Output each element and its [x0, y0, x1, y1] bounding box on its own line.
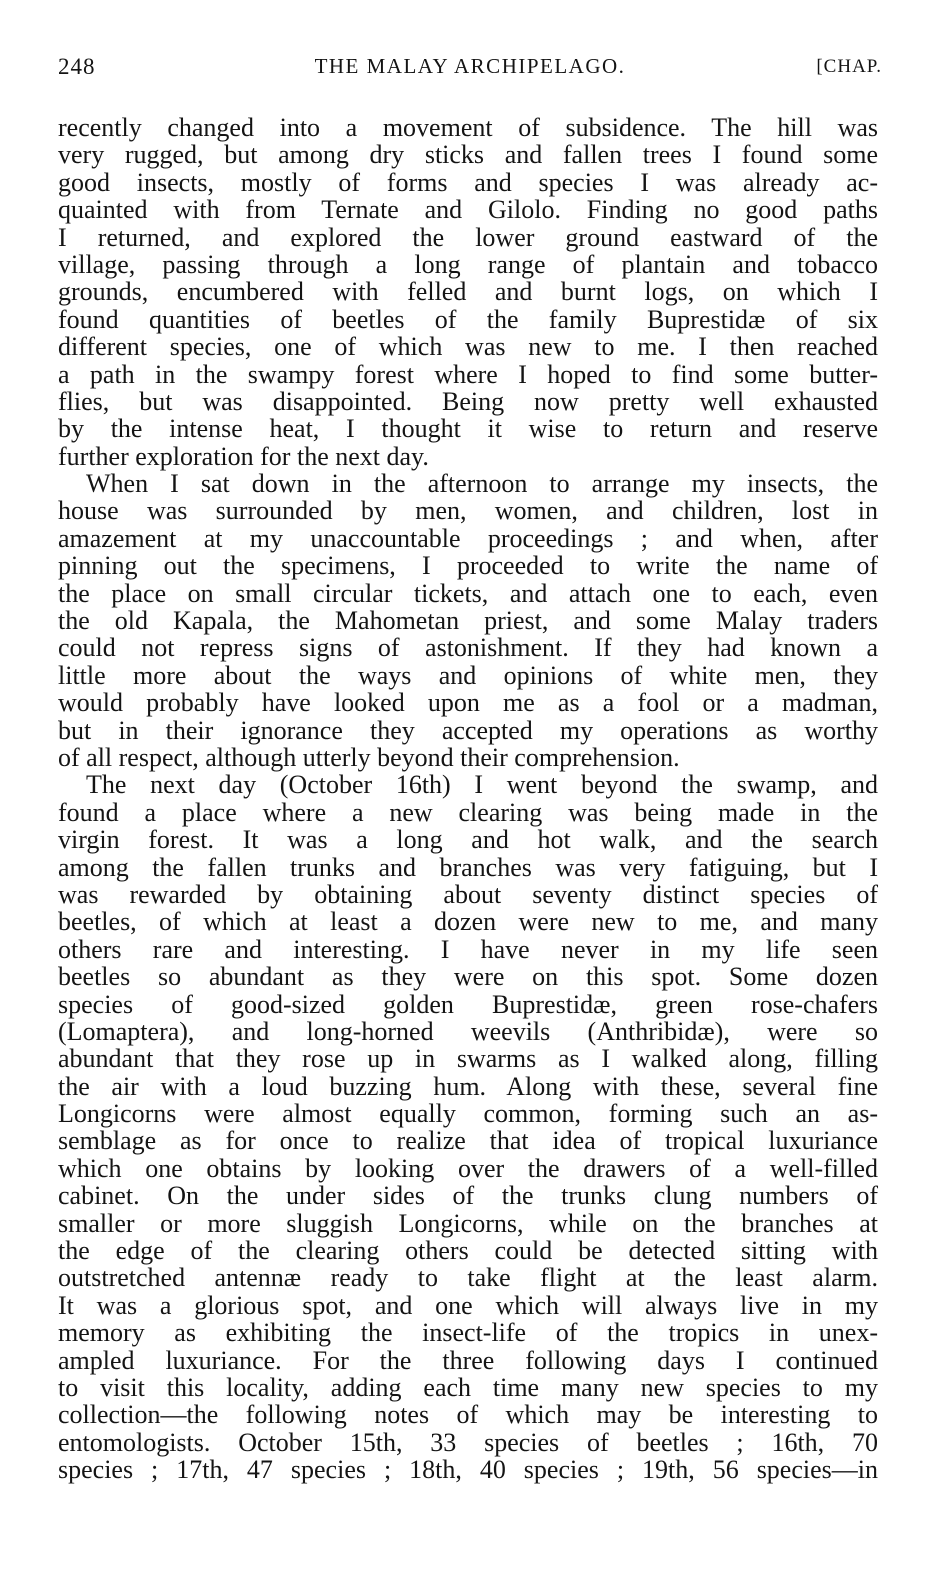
text-line: but in their ignorance they accepted my operations as worthy: [58, 715, 878, 745]
text-line: outstretched antennæ ready to take flight at the least alarm.: [58, 1263, 878, 1293]
text-line: I returned, and explored the lower ground eastward of the: [58, 222, 878, 252]
text-line: was rewarded by obtaining about seventy distinct species of: [58, 879, 878, 909]
text-line: by the intense heat, I thought it wise to return and reserve: [58, 414, 878, 444]
text-line: among the fallen trunks and branches was very fatiguing, but I: [58, 852, 878, 882]
text-line: (Lomaptera), and long-horned weevils (Anthribidæ), were so: [58, 1016, 878, 1046]
text-line: beetles so abundant as they were on this spot. Some dozen: [58, 962, 878, 992]
chapter-label: [CHAP.: [816, 56, 882, 77]
page-number: 248: [58, 54, 96, 79]
paragraph-start-line: When I sat down in the afternoon to arrange my insects, the: [86, 469, 878, 499]
text-line: the place on small circular tickets, and attach one to each, even: [58, 578, 878, 608]
text-line: entomologists. October 15th, 33 species of beetles ; 16th, 70: [58, 1427, 878, 1457]
text-line: flies, but was disappointed. Being now pretty well exhausted: [58, 386, 878, 416]
text-line: collection—the following notes of which may be interesting to: [58, 1400, 878, 1430]
text-line: memory as exhibiting the insect-life of the tropics in unex-: [58, 1318, 878, 1348]
text-line: the air with a loud buzzing hum. Along with these, several fine: [58, 1071, 878, 1101]
text-line: house was surrounded by men, women, and children, lost in: [58, 496, 878, 526]
text-line: very rugged, but among dry sticks and fallen trees I found some: [58, 140, 878, 170]
text-line: ampled luxuriance. For the three following days I continued: [58, 1345, 878, 1375]
text-line: others rare and interesting. I have never in my life seen: [58, 934, 878, 964]
running-title: THE MALAY ARCHIPELAGO.: [314, 54, 626, 78]
text-line: found quantities of beetles of the family Buprestidæ of six: [58, 304, 878, 334]
text-line: which one obtains by looking over the drawers of a well-filled: [58, 1153, 878, 1183]
text-line: the old Kapala, the Mahometan priest, and some Malay traders: [58, 606, 878, 636]
text-line: to visit this locality, adding each time many new species to my: [58, 1372, 878, 1402]
text-line: beetles, of which at least a dozen were new to me, and many: [58, 907, 878, 937]
text-line: found a place where a new clearing was being made in the: [58, 797, 878, 827]
text-line: semblage as for once to realize that idea of tropical luxuriance: [58, 1126, 878, 1156]
text-line: quainted with from Ternate and Gilolo. Finding no good paths: [58, 195, 878, 225]
text-line: the edge of the clearing others could be detected sitting with: [58, 1236, 878, 1266]
text-line: virgin forest. It was a long and hot walk, and the search: [58, 825, 878, 855]
paragraph-end-line: of all respect, although utterly beyond their comprehension.: [58, 742, 680, 772]
text-line: abundant that they rose up in swarms as I walked along, filling: [58, 1044, 878, 1074]
text-line: recently changed into a movement of subsidence. The hill was: [58, 113, 878, 142]
text-line: species ; 17th, 47 species ; 18th, 40 species ; 19th, 56 species—in: [58, 1455, 878, 1485]
text-line: could not repress signs of astonishment. If they had known a: [58, 633, 878, 663]
text-line: grounds, encumbered with felled and burnt logs, on which I: [58, 277, 878, 307]
text-line: good insects, mostly of forms and species I was already ac-: [58, 167, 878, 197]
text-line: cabinet. On the under sides of the trunks clung numbers of: [58, 1181, 878, 1211]
text-line: little more about the ways and opinions of white men, they: [58, 660, 878, 690]
paragraph-end-line: further exploration for the next day.: [58, 441, 429, 471]
text-line: amazement at my unaccountable proceedings ; and when, after: [58, 523, 878, 553]
text-line: smaller or more sluggish Longicorns, while on the branches at: [58, 1208, 878, 1238]
paragraph-start-line: The next day (October 16th) I went beyond the swamp, and: [86, 770, 878, 800]
text-line: a path in the swampy forest where I hoped to find some butter-: [58, 359, 878, 389]
text-line: would probably have looked upon me as a fool or a madman,: [58, 688, 878, 718]
running-header: [58, 54, 882, 86]
text-line: It was a glorious spot, and one which will always live in my: [58, 1290, 878, 1320]
text-line: different species, one of which was new to me. I then reached: [58, 332, 878, 362]
body-text: [58, 114, 878, 1484]
text-line: species of good-sized golden Buprestidæ, green rose-chafers: [58, 989, 878, 1019]
text-line: Longicorns were almost equally common, forming such an as-: [58, 1099, 878, 1129]
text-line: village, passing through a long range of plantain and tobacco: [58, 249, 878, 279]
text-line: pinning out the specimens, I proceeded to write the name of: [58, 551, 878, 581]
